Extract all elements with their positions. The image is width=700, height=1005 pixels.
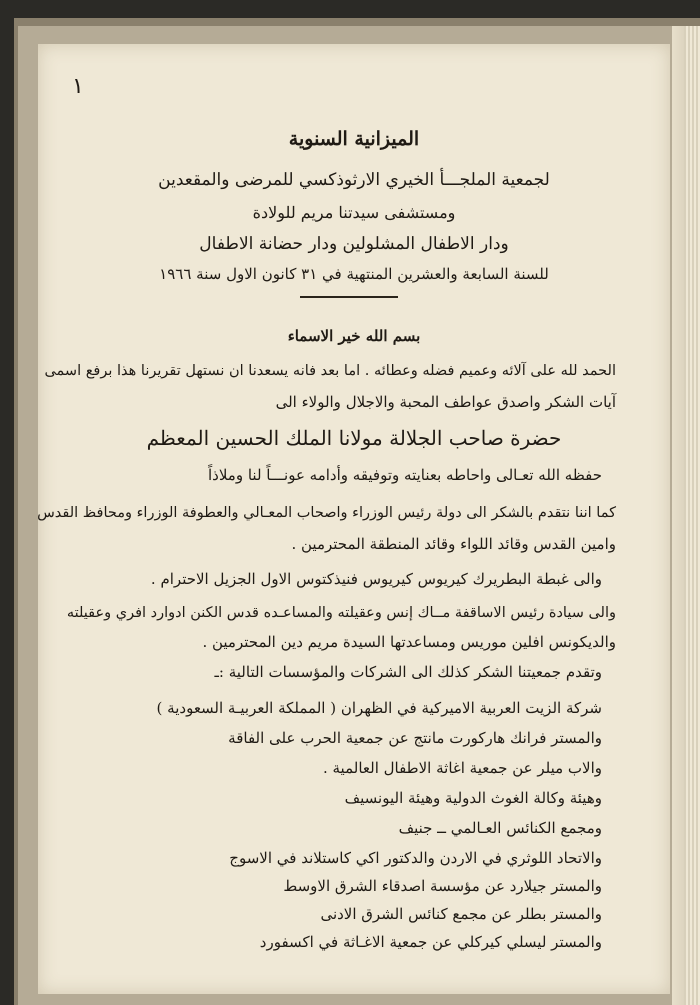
subtitle-line-3: ودار الاطفال المشلولين ودار حضانة الاطفال — [199, 234, 509, 254]
list-item: والاتحاد اللوثري في الاردن والدكتور اكي كاستلاند في الاسوج — [229, 849, 602, 867]
title-divider — [300, 296, 398, 298]
list-item: والمستر ليسلي كيركلي عن جمعية الاغـاثة في اكسفورد — [259, 933, 602, 951]
page-edges — [684, 26, 700, 1005]
list-item: والمستر جيلارد عن مؤسسة اصدقاء الشرق الاوسط — [283, 877, 602, 895]
document-title: الميزانية السنوية — [288, 128, 420, 150]
list-item: والاب ميلر عن جمعية اغاثة الاطفال العالمية . — [322, 759, 602, 777]
blessing: حفظه الله تعـالى واحاطه بعنايته وتوفيقه وأدامه عونـــاً لنا وملاذاً — [208, 466, 602, 484]
thanks-patriarch: والى غبطة البطريرك كيريوس كيريوس فنيذكتوس الاول الجزيل الاحترام . — [150, 570, 602, 588]
orgs-intro: وتقدم جمعيتنا الشكر كذلك الى الشركات والمؤسسات التالية :ـ — [214, 663, 602, 681]
intro-line-2: آيات الشكر واصدق عواطف المحبة والاجلال والولاء الى — [275, 393, 616, 411]
thanks-bishop-line-1: والى سيادة رئيس الاساقفة مــاك إنس وعقيلته والمساعـده قدس الكنن ادوارد افري وعقيلته — [66, 605, 616, 621]
list-item: والمستر فرانك هاركورت مانتج عن جمعية الحرب على الفاقة — [228, 729, 602, 747]
list-item: والمستر بطلر عن مجمع كنائس الشرق الادنى — [320, 905, 602, 923]
list-item: وهيئة وكالة الغوث الدولية وهيئة اليونسيف — [344, 789, 602, 807]
subtitle-line-2: ومستشفى سيدتنا مريم للولادة — [252, 203, 456, 222]
subtitle-line-1: لجمعية الملجـــأ الخيري الارثوذكسي للمرضى والمقعدين — [158, 170, 550, 190]
thanks-govt-line-2: وامين القدس وقائد اللواء وقائد المنطقة المحترمين . — [291, 535, 616, 553]
basmala: بسم الله خير الاسماء — [287, 327, 421, 345]
intro-line-1: الحمد لله على آلائه وعميم فضله وعطائه . اما بعد فانه يسعدنا ان نستهل تقريرنا هذا برفع اسمى — [44, 363, 616, 379]
king-title: حضرة صاحب الجلالة مولانا الملك الحسين المعظم — [146, 426, 562, 450]
list-item: شركة الزيت العربية الاميركية في الظهران ( المملكة العربيـة السعودية ) — [156, 699, 602, 717]
thanks-govt-line-1: كما اننا نتقدم بالشكر الى دولة رئيس الوزراء واصحاب المعـالي والعطوفة الوزراء ومحافظ القدس — [37, 505, 616, 521]
list-item: ومجمع الكنائس العـالمي ــ جنيف — [398, 819, 602, 837]
page-number: ١ — [72, 74, 84, 99]
subtitle-line-4: للسنة السابعة والعشرين المنتهية في ٣١ كانون الاول سنة ١٩٦٦ — [159, 265, 549, 283]
thanks-bishop-line-2: والديكونس افلين موريس ومساعدتها السيدة مريم دين المحترمين . — [202, 633, 616, 651]
